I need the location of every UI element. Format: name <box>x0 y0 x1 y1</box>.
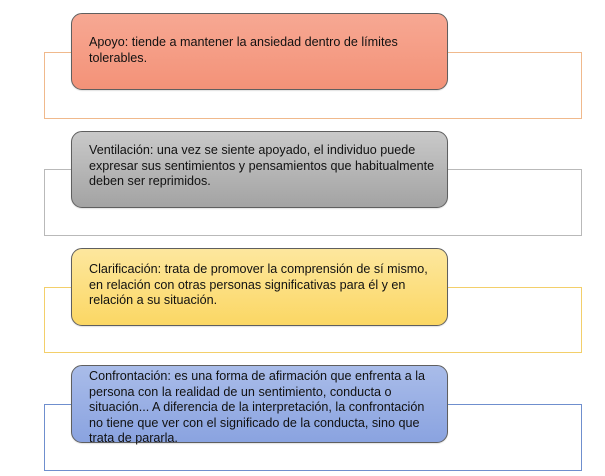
step-3-box <box>71 248 448 326</box>
step-4-box <box>71 365 448 446</box>
step-1-text: Apoyo: tiende a mantener la ansiedad dentro de límites tolerables. <box>89 35 398 65</box>
step-1-box <box>71 13 448 90</box>
step-2-text: Ventilación: una vez se siente apoyado, el individuo puede expresar sus sentimientos y pensamientos que habitualmente deben ser reprimidos. <box>89 143 435 189</box>
step-2-box <box>71 131 448 208</box>
step-4-text: Confrontación: es una forma de afirmación que enfrenta a la persona con la realidad de un sentimiento, conducta o situación... A diferencia de la interpretación, la confrontación no tiene que ver con el significado de la conducta, sino que trata de pararla. <box>89 369 426 446</box>
step-3-text: Clarificación: trata de promover la comprensión de sí mismo, en relación con otras personas significativas para él y en relación a su situación. <box>89 262 428 308</box>
